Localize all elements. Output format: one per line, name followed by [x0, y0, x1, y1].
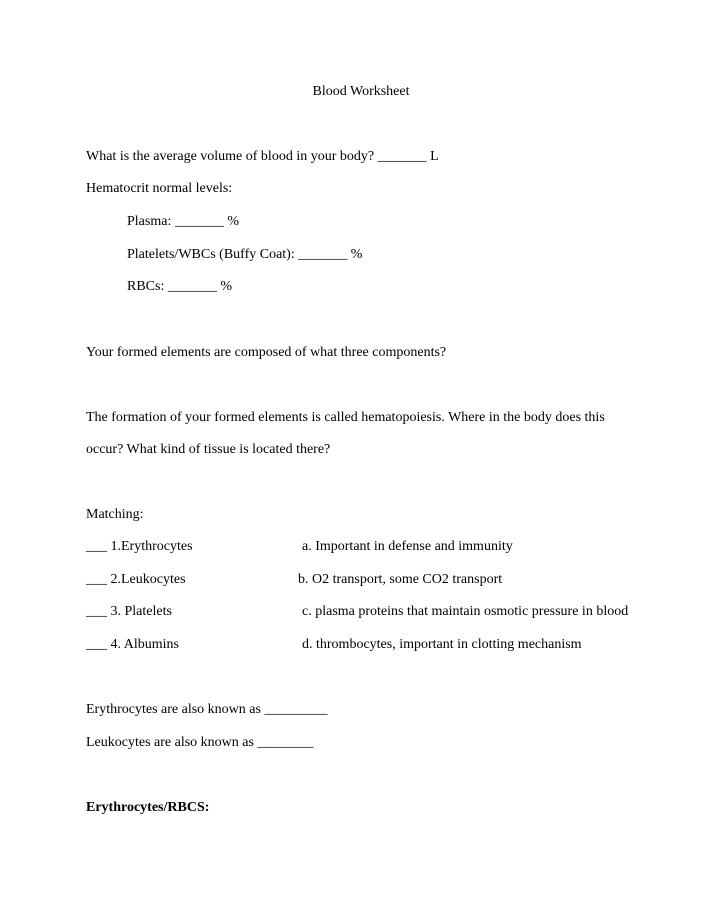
question-formed-elements: Your formed elements are composed of what three components?	[86, 345, 447, 360]
matching-term-2: ___ 2.Leukocytes	[86, 572, 186, 587]
question-hematopoiesis-line-1: The formation of your formed elements is called hematopoiesis. Where in the body does this	[86, 410, 605, 425]
leukocytes-aka-question: Leukocytes are also known as ________	[86, 735, 314, 750]
hematocrit-plasma: Plasma: _______ %	[127, 214, 239, 229]
hematocrit-heading: Hematocrit normal levels:	[86, 181, 233, 196]
question-blood-volume: What is the average volume of blood in your body? _______ L	[86, 149, 439, 164]
matching-heading: Matching:	[86, 507, 144, 522]
matching-answer-d: d. thrombocytes, important in clotting mechanism	[302, 637, 582, 652]
hematocrit-rbcs: RBCs: _______ %	[127, 279, 233, 294]
matching-term-1: ___ 1.Erythrocytes	[86, 539, 193, 554]
question-hematopoiesis-line-2: occur? What kind of tissue is located there?	[86, 442, 331, 457]
erythrocytes-aka-question: Erythrocytes are also known as _________	[86, 702, 328, 717]
matching-answer-c: c. plasma proteins that maintain osmotic pressure in blood	[302, 604, 629, 619]
matching-term-3: ___ 3. Platelets	[86, 604, 172, 619]
section-heading-erythrocytes: Erythrocytes/RBCS:	[86, 800, 210, 815]
hematocrit-buffy-coat: Platelets/WBCs (Buffy Coat): _______ %	[127, 247, 363, 262]
matching-answer-b: b. O2 transport, some CO2 transport	[298, 572, 503, 587]
matching-answer-a: a. Important in defense and immunity	[302, 539, 513, 554]
document-title: Blood Worksheet	[312, 84, 410, 99]
matching-term-4: ___ 4. Albumins	[86, 637, 179, 652]
